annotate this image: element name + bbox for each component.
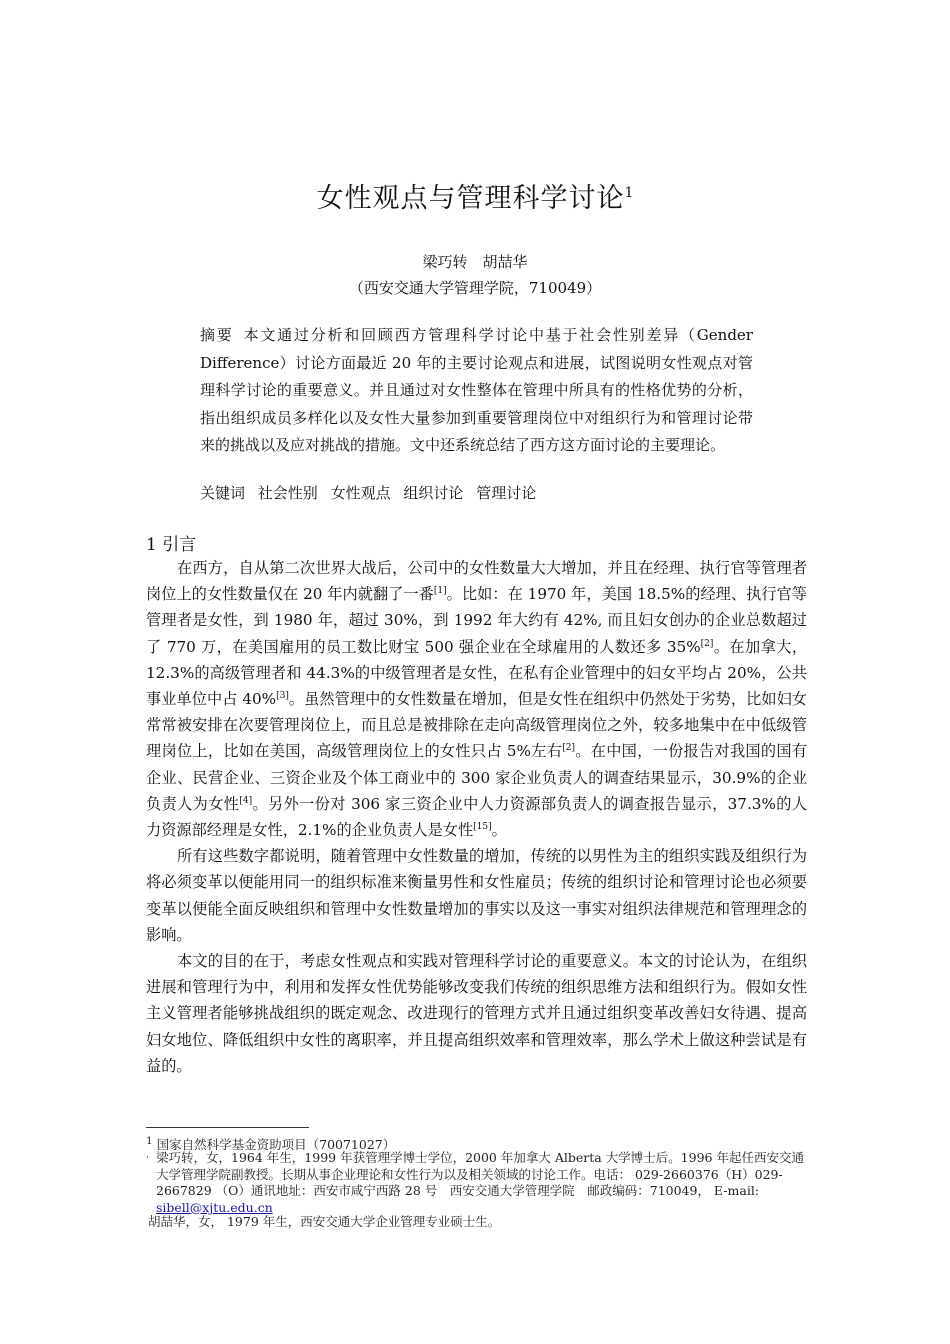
keyword: 女性观点	[330, 484, 391, 502]
citation: [4]	[239, 795, 253, 806]
title-text: 女性观点与管理科学讨论	[316, 183, 625, 214]
citation: [2]	[700, 638, 714, 649]
citation: [3]	[276, 690, 289, 701]
body-text	[146, 555, 807, 1079]
footnote-divider	[146, 1127, 309, 1128]
abstract	[200, 322, 753, 460]
paragraph-1: 在西方，自从第二次世界大战后，公司中的女性数量大大增加，并且在经理、执行官等管理者岗位上的女性数量仅在 20 年内就翻了一番[1]。比如：在 1970 年，美国 18.5%的经理、执行官等管理者是女性，到 1980 年，超过 30%，到 1992 年大约有 42%, 而且妇女创办的企业总数超过了 770 万，在美国雇用的员工数比财宝 500 强企业在全球雇用的人数还多 35%[2]。在加拿大，12.3%的高级管理者和 44.3%的中级管理者是女性，在私有企业管理中的妇女平均占 20%，公共事业单位中占 40%[3]。虽然管理中的女性数量在增加，但是女性在组织中仍然处于劣势，比如妇女常常被安排在次要管理岗位上，而且总是被排除在走向高级管理岗位之外，较多地集中在中低级管理岗位上，比如在美国，高级管理岗位上的女性只占 5%左右[2]。在中国，一份报告对我国的国有企业、民营企业、三资企业及个体工商业中的 300 家企业负责人的调查结果显示，30.9%的企业负责人为女性[4]。另外一份对 306 家三资企业中人力资源部负责人的调查报告显示，37.3%的人力资源部经理是女性，2.1%的企业负责人是女性[15]。	[146, 559, 808, 840]
paragraph-3: 本文的目的在于，考虑女性观点和实践对管理科学讨论的重要意义。本文的讨论认为，在组织进展和管理行为中，利用和发挥女性优势能够改变我们传统的组织思维方法和组织行为。假如女性主义管理者能够挑战组织的既定观念、改进现行的管理方式并且通过组织变革改善妇女待遇、提高妇女地位、降低组织中女性的离职率，并且提高组织效率和管理效率，那么学术上做这种尝试是有益的。	[146, 952, 807, 1075]
citation: [15]	[473, 821, 492, 832]
footnote-mark: ·	[146, 1153, 149, 1163]
keywords-label: 关键词	[200, 484, 246, 502]
keyword: 管理讨论	[476, 484, 537, 502]
citation: [1]	[433, 586, 447, 597]
email-link[interactable]: sibell@xjtu.edu.cn	[156, 1199, 273, 1215]
footnote-3: 胡喆华，女， 1979 年生，西安交通大学企业管理专业硕士生。	[148, 1214, 501, 1229]
paragraph-2: 所有这些数字都说明，随着管理中女性数量的增加，传统的以男性为主的组织实践及组织行为将必须变革以便能用同一的组织标准来衡量男性和女性雇员；传统的组织讨论和管理讨论也必须要变革以便能全面反映组织和管理中女性数量增加的事实以及这一事实对组织法律规范和管理理念的影响。	[146, 847, 807, 944]
keyword: 社会性别	[257, 484, 318, 502]
section-heading: 1 引言	[146, 535, 197, 555]
abstract-label: 摘要	[200, 326, 234, 344]
title-footnote-mark: 1	[624, 185, 634, 201]
footnote-2: · 梁巧转，女，1964 年生，1999 年获管理学博士学位，2000 年加拿大 Alberta 大学博士后。1996 年起任西安交通大学管理学院副教授。长期从事企业理论和女性行为以及相关领域的讨论工作。电话： 029-2660376（H）029-2667829 （O）通讯地址：西安市咸宁西路 28 号 西安交通大学管理学院 邮政编码：710049， E-mail: sibell@xjtu.edu.cn	[146, 1150, 804, 1215]
keyword: 组织讨论	[403, 484, 464, 502]
authors: 梁巧转 胡喆华	[422, 253, 528, 271]
footnote-mark: 1	[146, 1135, 153, 1147]
footnote-1: $^1$ 国家自然科学基金资助项目（70071027）	[146, 1135, 396, 1153]
paper-title	[0, 176, 950, 215]
affiliation: （西安交通大学管理学院，710049）	[348, 279, 602, 297]
citation: [2]	[562, 743, 575, 754]
keywords	[200, 480, 753, 507]
abstract-text: 本文通过分析和回顾西方管理科学讨论中基于社会性别差异（Gender Difference）讨论方面最近 20 年的主要讨论观点和进展，试图说明女性观点对管理科学讨论的重要意义。并且通过对女性整体在管理中所具有的性格优势的分析，指出组织成员多样化以及女性大量参加到重要管理岗位中对组织行为和管理讨论带来的挑战以及应对挑战的措施。文中还系统总结了西方这方面讨论的主要理论。	[200, 326, 753, 454]
